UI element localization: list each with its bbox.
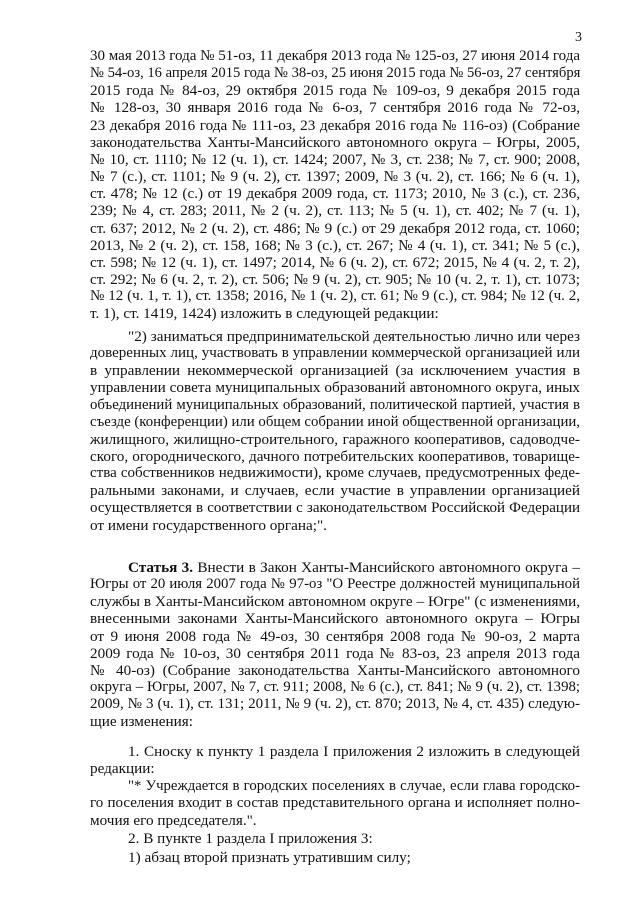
text-line: жилищного, жилищно-строительного, гаражного кооперативов, садоводче- [90,430,580,448]
text-line: осуществляется в соответствии с законодательством Российской Федерации [90,499,580,516]
text-line: щие изменения: [90,713,193,731]
text-line: от 9 июня 2008 года № 49-оз, 30 сентября 2008 года № 90-оз, 2 марта [90,627,580,645]
paragraph-new-wording [90,328,580,534]
text-line: "* Учреждается в городских поселениях в случае, если глава городско- [128,778,580,794]
text-line: ст. 598; № 12 (ч. 1), ст. 1497; 2014, № 6 (ч. 2), ст. 672; 2015, № 4 (ч. 2, т. 2), [90,253,580,271]
text-line: законодательства Ханты-Мансийского автономного округа – Югры, 2005, [90,133,580,151]
text-line: 239; № 4, ст. 283; 2011, № 2 (ч. 2), ст. 113; № 5 (ч. 1), ст. 402; № 7 (ч. 1), [90,202,580,220]
text-line: объединений муниципальных образований, политической партией, участия в [90,396,580,413]
text-line: № 7 (с.), ст. 1101; № 9 (ч. 2), ст. 1397; 2009, № 3 (ч. 2), ст. 166; № 6 (ч. 1), [90,168,580,186]
article-text: Внести в Закон Ханты-Мансийского автономного округа – [193,559,580,576]
text-line: го поселения входит в состав представительного органа и исполняет полно- [90,795,580,812]
page-number: 3 [575,30,582,45]
text-line: ральными законами, и случаев, если участие в управлении организацией [90,482,580,500]
text-line: 2015 года № 84-оз, 29 октября 2015 года № 109-оз, 9 декабря 2015 года [90,82,580,100]
text-line: "2) заниматься предпринимательской деятельностью лично или через [128,328,580,345]
text-line: Югры от 20 июля 2007 года № 97-оз "О Реестре должностей муниципальной [90,576,580,593]
text-line: 2013, № 2 (ч. 2), ст. 158, 168; № 3 (с.), ст. 267; № 4 (ч. 1), ст. 341; № 5 (с.), [90,236,580,254]
text-line: внесенными законами Ханты-Мансийского автономного округа – Югры [90,610,580,628]
text-line: ства собственников недвижимости), кроме случаев, предусмотренных феде- [90,465,580,482]
paragraph-subitem-1 [90,849,580,866]
text-line: редакции: [90,760,155,778]
text-line: ст. 637; 2012, № 2 (ч. 2), ст. 486; № 9 (с.) от 29 декабря 2012 года, ст. 1060; [90,219,580,237]
text-line: ст. 292; № 6 (ч. 2, т. 2), ст. 506; № 9 (ч. 2), ст. 905; № 10 (ч. 2, т. 1), ст. 1073; [90,271,580,289]
text-line: 30 мая 2013 года № 51-оз, 11 декабря 2013 года № 125-оз, 27 июня 2014 года [90,48,580,64]
text-line: 1) абзац второй признать утратившим силу; [128,849,411,866]
paragraph-article-3 [90,559,580,731]
text-line: № 54-оз, 16 апреля 2015 года № 38-оз, 25 июня 2015 года № 56-оз, 27 сентября [90,65,581,82]
text-line: 2. В пункте 1 раздела I приложения 3: [128,830,373,847]
paragraph-item-1 [90,743,580,777]
article-heading: Статья 3. [128,559,194,576]
text-line: т. 1), ст. 1419, 1424) изложить в следующей редакции: [90,305,439,323]
text-line: № 40-оз) (Собрание законодательства Ханты-Мансийского автономного [90,661,580,679]
text-line: № 10, ст. 1110; № 12 (ч. 1), ст. 1424; 2007, № 3, ст. 238; № 7, ст. 900; 2008, [90,150,580,168]
text-line: 1. Сноску к пункту 1 раздела I приложения 2 изложить в следующей [128,743,580,760]
paragraph-item-2 [90,830,580,847]
text-line: № 12 (ч. 1, т. 1), ст. 1358; 2016, № 1 (ч. 2), ст. 61; № 9 (с.), ст. 984; № 12 (ч. 2, [90,288,580,305]
text-line: 23 декабря 2016 года № 111-оз, 23 декабря 2016 года № 116-оз) (Собрание [90,116,580,134]
text-line: 2009, № 3 (ч. 1), ст. 131; 2011, № 9 (ч. 2), ст. 870; 2013, № 4, ст. 435) следую- [90,696,580,713]
paragraph-amendment-sources [90,48,580,323]
text-line: в управлении некоммерческой организацией (за исключением участия в [90,362,580,380]
text-line: 2009 года № 10-оз, 30 сентября 2011 года № 83-оз, 23 апреля 2013 года [90,644,580,662]
text-line: доверенных лиц, участвовать в управлении коммерческой организацией или [90,345,580,362]
text-line: ст. 478; № 12 (с.) от 19 декабря 2009 года, ст. 1173; 2010, № 3 (с.), ст. 236, [90,185,580,203]
text-line: съезде (конференции) или общем собрании иной общественной организации, [90,413,580,430]
text-line: ского, огороднического, дачного потребительских кооперативов, товарище- [90,448,580,466]
text-line: округа – Югры, 2007, № 7, ст. 911; 2008, № 6 (с.), ст. 841; № 9 (ч. 2), ст. 1398; [90,679,580,696]
text-line: управлении совета муниципальных образований автономного округа, иных [90,379,580,397]
text-line [90,559,580,576]
text-line: № 128-оз, 30 января 2016 года № 6-оз, 7 сентября 2016 года № 72-оз, [90,99,580,117]
text-line: мочия его председателя.". [90,812,257,830]
paragraph-footnote-wording [90,778,580,829]
text-line: службы в Ханты-Мансийском автономном округе – Югре" (с изменениями, [90,593,580,611]
text-line: от имени государственного органа;". [90,516,327,534]
